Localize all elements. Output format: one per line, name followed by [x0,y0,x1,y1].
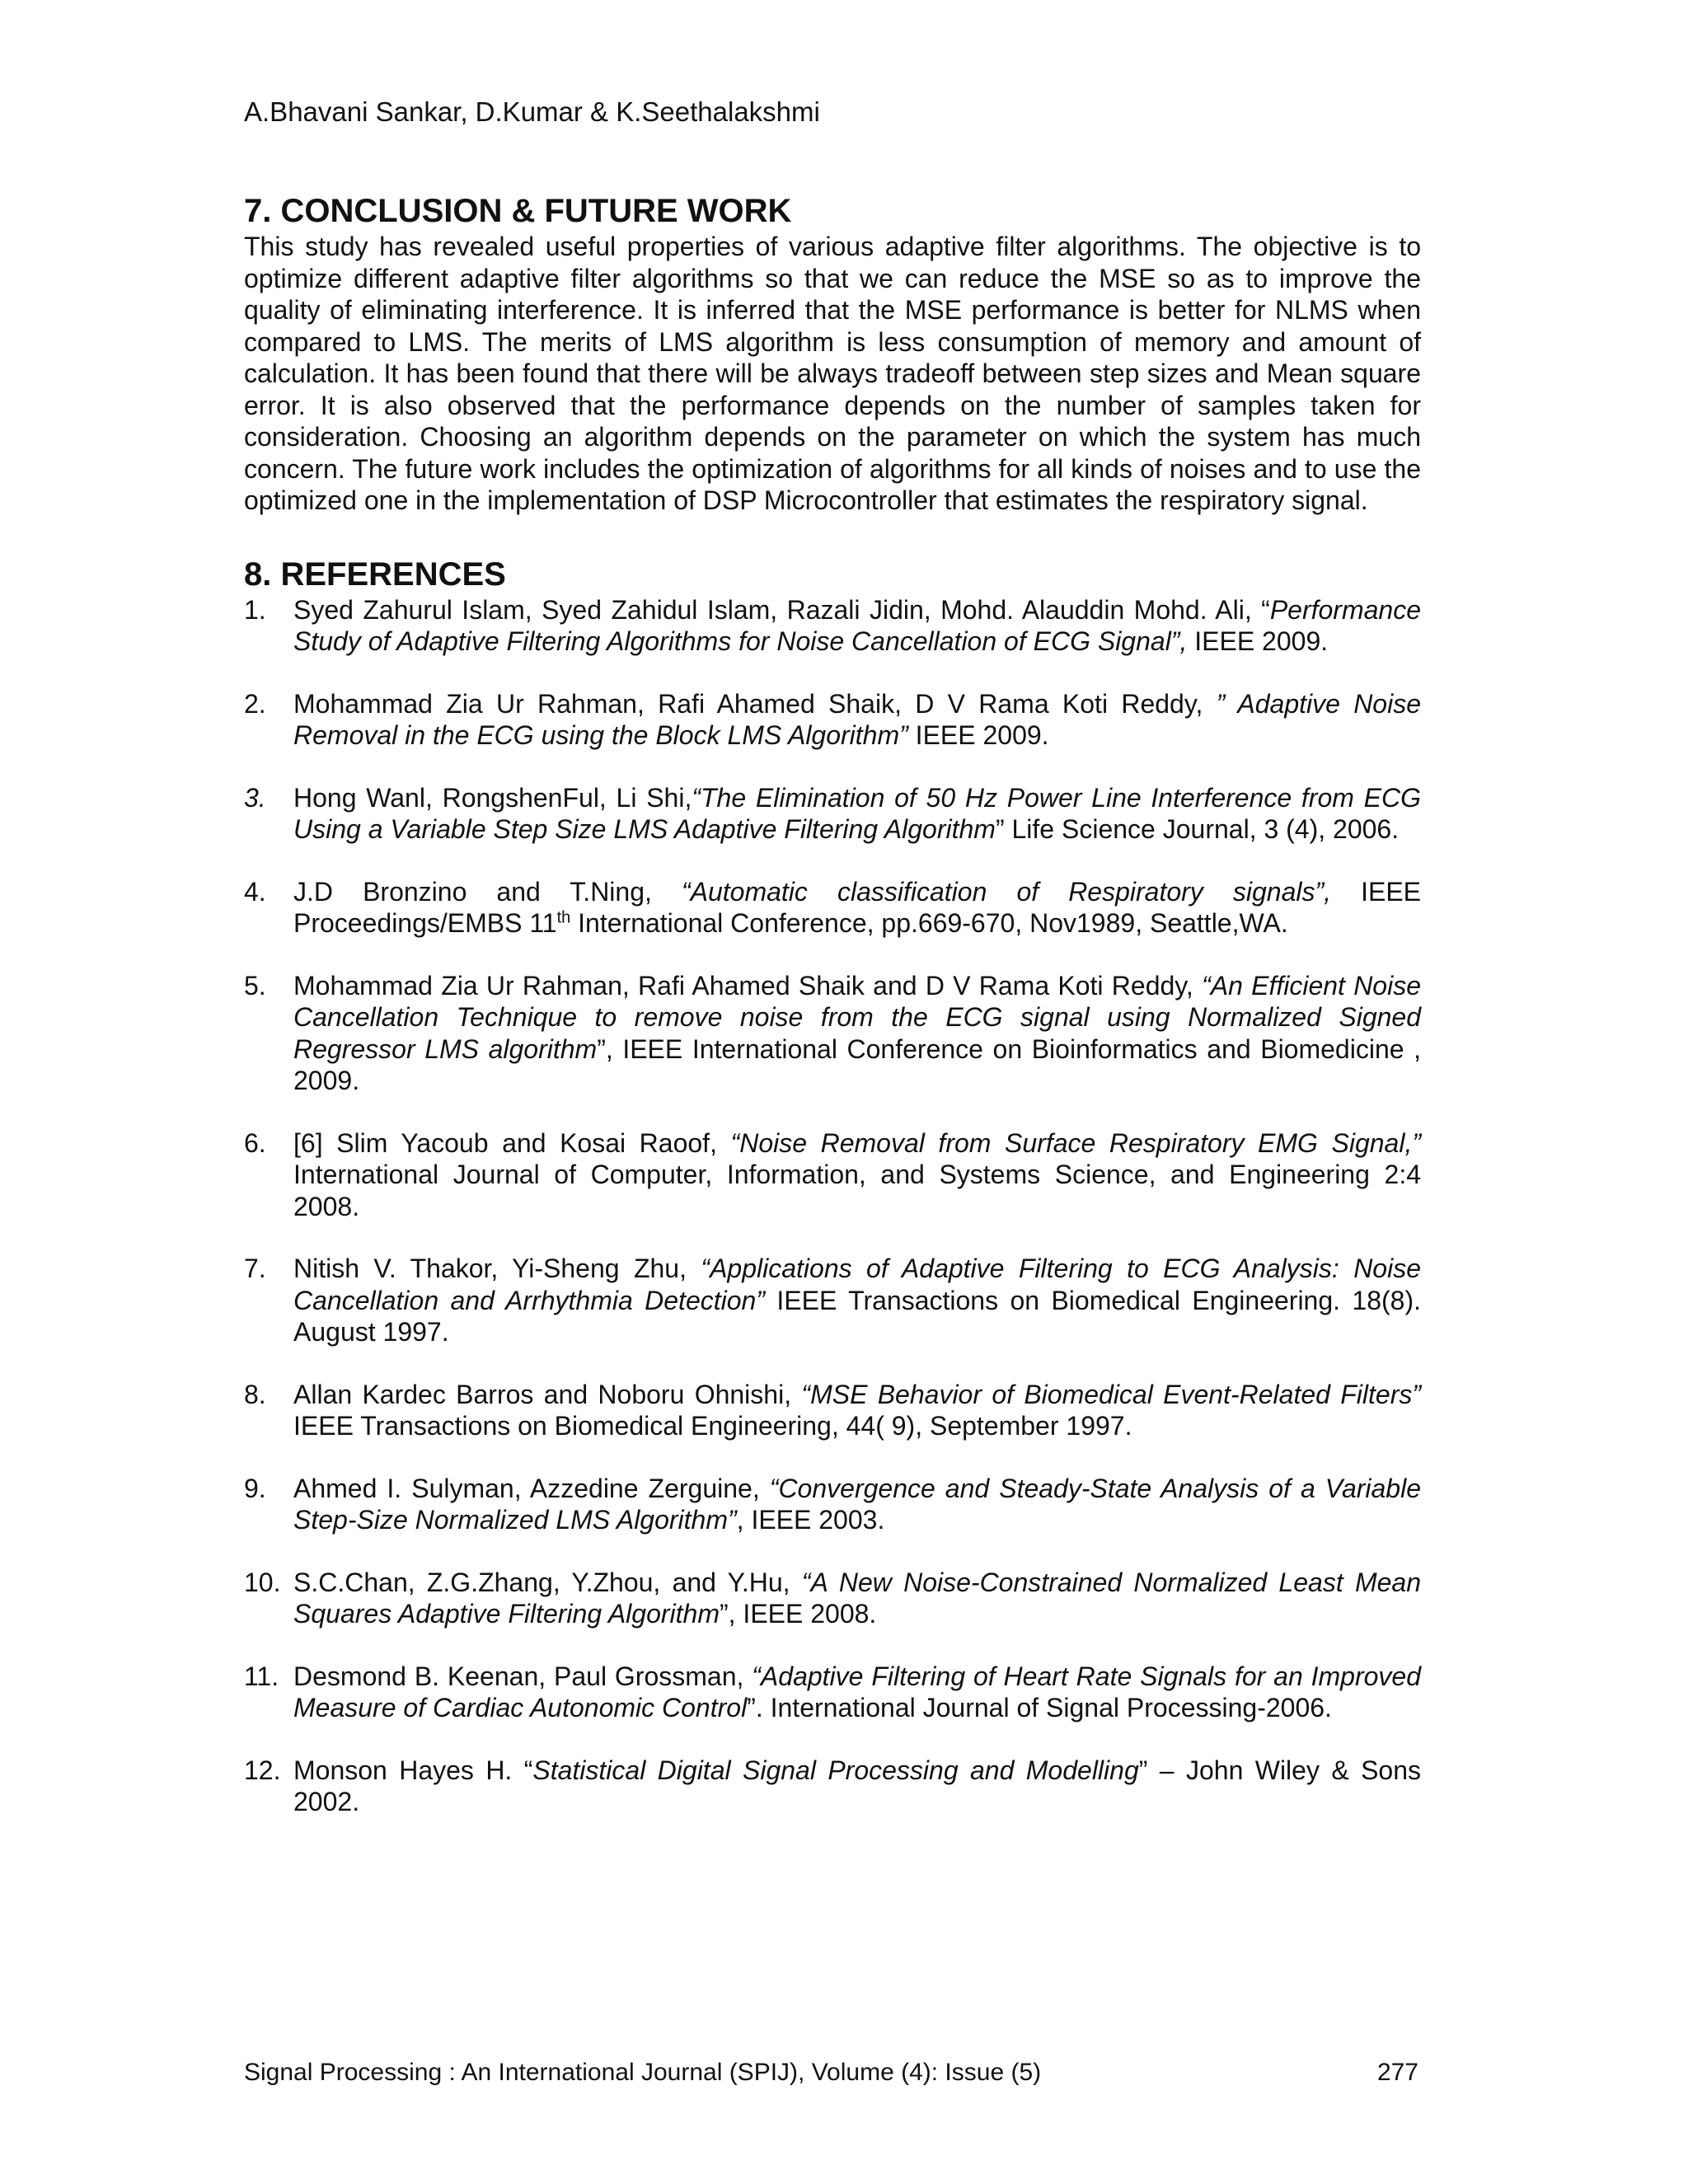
reference-source: ” Life Science Journal, 3 (4), 2006. [995,814,1400,844]
conclusion-heading: 7. CONCLUSION & FUTURE WORK [244,193,792,229]
reference-item-10 [244,1567,1421,1630]
conclusion-section [244,191,1421,517]
reference-item-5 [244,970,1421,1097]
ordinal-superscript: th [556,908,571,927]
reference-title: “A New Noise-Constrained Normalized Least Mean Squares Adaptive Filtering Algorithm [293,1567,1422,1629]
reference-source: IEEE Transactions on Biomedical Engineering, 44( 9), September 1997. [293,1411,1132,1441]
reference-source: ”, IEEE 2008. [719,1599,877,1629]
reference-authors: Hong Wanl, RongshenFul, Li Shi, [293,782,692,813]
reference-number: 12. [244,1755,281,1785]
reference-authors: S.C.Chan, Z.G.Zhang, Y.Zhou, and Y.Hu, [293,1567,802,1597]
reference-number: 8. [244,1379,266,1409]
reference-number: 7. [244,1254,266,1283]
reference-source: IEEE Transactions on Biomedical Engineering. 18(8). August 1997. [293,1285,1422,1347]
reference-authors: Desmond B. Keenan, Paul Grossman, [293,1661,753,1691]
reference-title: “Noise Removal from Surface Respiratory EMG Signal,” [730,1127,1422,1158]
reference-title: Statistical Digital Signal Processing and Modelling [532,1755,1139,1785]
references-heading: 8. REFERENCES [244,555,506,593]
reference-item-1 [244,594,1421,658]
reference-source-cont: International Conference, pp.669-670, Nov1989, Seattle,WA. [570,908,1288,938]
reference-title: Performance Study of Adaptive Filtering Algorithms for Noise Cancellation of ECG Signal”, [293,594,1421,656]
reference-title: “MSE Behavior of Biomedical Event-Related Filters” [801,1379,1422,1409]
reference-authors: Allan Kardec Barros and Noboru Ohnishi, [293,1379,802,1409]
reference-source: IEEE 2009. [907,720,1049,750]
reference-source: ”, IEEE International Conference on Bioinformatics and Biomedicine , 2009. [293,1033,1422,1095]
reference-authors: Mohammad Zia Ur Rahman, Rafi Ahamed Shaik and D V Rama Koti Reddy, [293,970,1203,1001]
reference-number: 6. [244,1127,266,1158]
reference-title: ” Adaptive Noise Removal in the ECG using the Block LMS Algorithm” [293,688,1421,750]
reference-authors: Syed Zahurul Islam, Syed Zahidul Islam, Razali Jidin, Mohd. Alauddin Mohd. Ali, “ [293,594,1270,625]
reference-source: ”. International Journal of Signal Processing-2006. [747,1693,1332,1722]
reference-number: 9. [244,1473,266,1503]
references-section [244,555,1421,1818]
reference-number: 1. [244,594,266,625]
reference-list [244,594,1421,1818]
reference-item-11 [244,1661,1421,1724]
reference-item-8 [244,1379,1421,1442]
page-content [244,191,1421,1849]
reference-title: “Automatic classification of Respiratory signals”, [681,876,1332,907]
reference-source: ” – John Wiley & Sons 2002. [293,1755,1422,1816]
conclusion-paragraph: This study has revealed useful properties of various adaptive filter algorithms. The objective is to optimize different adaptive filter algorithms so that we can reduce the MSE so as to improve the quality of eliminating interference. It is inferred that the MSE performance is better for NLMS when compared to LMS. The merits of LMS algorithm is less consumption of memory and amount of calculation. It has been found that there will be always tradeoff between step sizes and Mean square error. It is also observed that the performance depends on the number of samples taken for consideration. Choosing an algorithm depends on the parameter on which the system has much concern. The future work includes the optimization of algorithms for all kinds of noises and to use the optimized one in the implementation of DSP Microcontroller that estimates the respiratory signal. [244,232,1421,515]
reference-item-3 [244,782,1421,846]
reference-source: International Journal of Computer, Information, and Systems Science, and Engineering 2:4 2008. [293,1160,1421,1221]
reference-title: “An Efficient Noise Cancellation Technique to remove noise from the ECG signal using Normalized Signed Regressor LMS algorithm [293,970,1422,1064]
reference-item-6 [244,1127,1421,1223]
reference-title: “Applications of Adaptive Filtering to ECG Analysis: Noise Cancellation and Arrhythmia Detection” [293,1254,1422,1315]
footer-journal-citation: Signal Processing : An International Journal (SPIJ), Volume (4): Issue (5) [244,2059,1042,2086]
reference-item-9 [244,1473,1421,1536]
reference-item-4 [244,876,1421,940]
footer-page-number: 277 [1376,2059,1418,2086]
reference-item-12 [244,1755,1421,1818]
reference-number: 10. [244,1567,281,1597]
reference-number: 2. [244,688,266,719]
reference-authors: Ahmed I. Sulyman, Azzedine Zerguine, [293,1473,770,1503]
reference-authors: J.D Bronzino and T.Ning, [293,876,682,907]
reference-number: 3. [244,782,266,813]
reference-source: IEEE 2009. [1187,626,1329,656]
running-header-authors: A.Bhavani Sankar, D.Kumar & K.Seethalakshmi [244,96,820,127]
reference-item-7 [244,1253,1421,1348]
reference-authors: Monson Hayes H. “ [293,1755,533,1785]
reference-source: IEEE Proceedings/EMBS 11 [293,876,1422,938]
reference-title: “Convergence and Steady-State Analysis of a Variable Step-Size Normalized LMS Algorithm” [293,1473,1422,1535]
reference-item-2 [244,688,1421,752]
reference-number: 11. [244,1661,279,1691]
reference-authors: Mohammad Zia Ur Rahman, Rafi Ahamed Shaik, D V Rama Koti Reddy, [293,688,1217,719]
reference-authors: Nitish V. Thakor, Yi-Sheng Zhu, [293,1254,701,1283]
reference-title: “The Elimination of 50 Hz Power Line Interference from ECG Using a Variable Step Size LMS Adaptive Filtering Algorithm [293,782,1422,844]
reference-title: “Adaptive Filtering of Heart Rate Signals for an Improved Measure of Cardiac Autonomic Control [293,1661,1422,1722]
reference-authors: [6] Slim Yacoub and Kosai Raoof, [293,1127,731,1158]
reference-number: 4. [244,876,266,907]
reference-number: 5. [244,970,266,1001]
reference-source: , IEEE 2003. [736,1505,885,1535]
